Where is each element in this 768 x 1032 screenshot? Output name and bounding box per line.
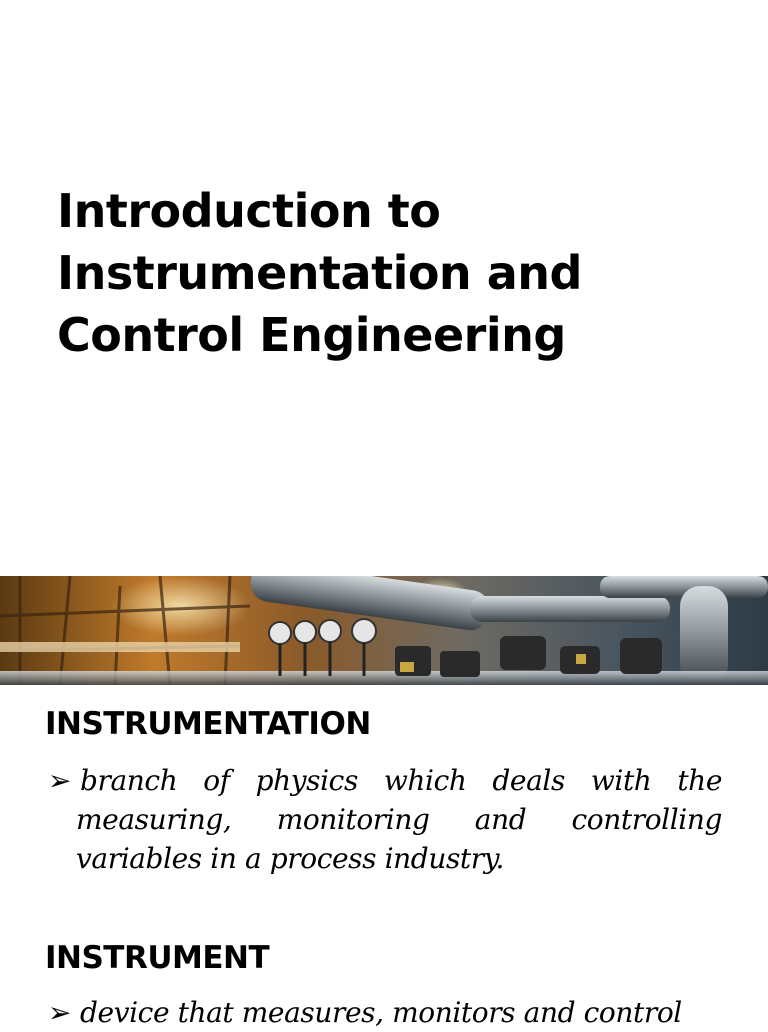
industrial-plant-illustration (0, 576, 768, 685)
bullet-line-3: variables in a process industry. (76, 842, 504, 875)
bullet-instrumentation-definition (48, 761, 722, 878)
slide-title-line-1: Introduction to (57, 184, 441, 238)
slide-title-line-3: Control Engineering (57, 308, 566, 362)
bullet-line-1: ➢ branch of physics which deals with the (48, 761, 722, 800)
bullet-arrow-icon: ➢ (48, 996, 72, 1029)
bullet-arrow-icon: ➢ (48, 764, 72, 797)
bullet-line-1: ➢ device that measures, monitors and control (48, 993, 722, 1032)
bullet-instrument-definition (48, 993, 722, 1032)
bullet-line-2: measuring, monitoring and controlling (76, 803, 722, 836)
section-heading-instrument: INSTRUMENT (45, 940, 270, 976)
industrial-plant-banner-image (0, 576, 768, 685)
slide-title (57, 180, 717, 366)
section-heading-instrumentation: INSTRUMENTATION (45, 706, 371, 742)
slide-title-line-2: Instrumentation and (57, 246, 582, 300)
